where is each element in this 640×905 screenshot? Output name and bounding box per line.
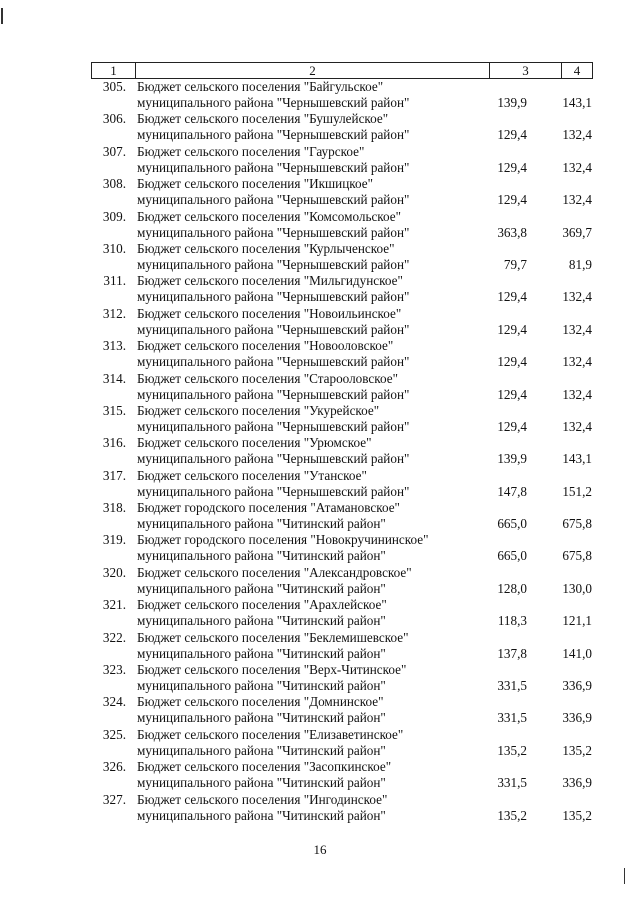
table-row [0, 435, 640, 467]
row-value-col3: 139,9 [497, 451, 527, 467]
row-value-col3: 129,4 [497, 354, 527, 370]
row-value-col3: 129,4 [497, 289, 527, 305]
table-row [0, 306, 640, 338]
row-title-line1: Бюджет сельского поселения "Урюмское" [137, 435, 372, 451]
row-value-col3: 331,5 [497, 678, 527, 694]
table-row [0, 209, 640, 241]
table-row [0, 241, 640, 273]
row-number: 327. [102, 791, 126, 807]
row-value-col3: 118,3 [497, 613, 527, 629]
row-title-line2: муниципального района "Читинский район" [137, 678, 386, 694]
row-title-line1: Бюджет сельского поселения "Мильгидунское" [137, 273, 403, 289]
header-col-1: 1 [92, 63, 136, 78]
row-value-col4: 151,2 [562, 483, 592, 499]
row-value-col4: 143,1 [562, 95, 592, 110]
row-title-line1: Бюджет сельского поселения "Новоильинское" [137, 305, 402, 321]
row-title-line1: Бюджет сельского поселения "Икшицкое" [137, 176, 374, 192]
table-header [91, 62, 593, 79]
table-row [0, 468, 640, 500]
table-row [0, 79, 640, 111]
row-title-line2: муниципального района "Читинский район" [137, 742, 386, 758]
row-value-col3: 129,4 [497, 418, 527, 434]
row-number: 324. [102, 694, 126, 710]
row-value-col4: 132,4 [562, 289, 592, 305]
row-title-line2: муниципального района "Читинский район" [137, 710, 386, 726]
row-value-col4: 369,7 [562, 224, 592, 240]
row-title-line1: Бюджет сельского поселения "Елизаветинское" [137, 726, 404, 742]
row-title-line2: муниципального района "Чернышевский район" [137, 289, 410, 305]
row-value-col4: 81,9 [568, 256, 592, 272]
row-value-col3: 129,4 [497, 192, 527, 208]
table-row [0, 694, 640, 726]
table-row [0, 403, 640, 435]
table-row [0, 759, 640, 791]
row-value-col4: 135,2 [562, 807, 592, 823]
row-value-col4: 132,4 [562, 321, 592, 337]
table-row [0, 565, 640, 597]
row-number: 316. [102, 435, 126, 451]
row-title-line2: муниципального района "Читинский район" [137, 516, 386, 532]
row-title-line1: Бюджет сельского поселения "Засопкинское" [137, 759, 392, 775]
row-title-line1: Бюджет сельского поселения "Александровское" [137, 564, 412, 580]
row-title-line1: Бюджет городского поселения "Новокручининское" [137, 532, 429, 548]
header-col-3: 3 [490, 63, 562, 78]
table-row [0, 597, 640, 629]
row-title-line1: Бюджет сельского поселения "Домнинское" [137, 694, 384, 710]
row-value-col4: 132,4 [562, 354, 592, 370]
row-title-line2: муниципального района "Читинский район" [137, 613, 386, 629]
row-title-line2: муниципального района "Читинский район" [137, 548, 386, 564]
row-value-col3: 331,5 [497, 775, 527, 791]
row-value-col3: 79,7 [503, 256, 527, 272]
row-value-col3: 128,0 [497, 580, 527, 596]
row-number: 308. [102, 176, 126, 192]
row-title-line2: муниципального района "Чернышевский район" [137, 159, 410, 175]
row-title-line1: Бюджет городского поселения "Атамановское" [137, 500, 400, 516]
row-title-line1: Бюджет сельского поселения "Гаурское" [137, 143, 365, 159]
row-title-line2: муниципального района "Читинский район" [137, 645, 386, 661]
row-title-line2: муниципального района "Чернышевский район" [137, 192, 410, 208]
table-row [0, 630, 640, 662]
row-number: 305. [102, 79, 126, 94]
row-value-col3: 129,4 [497, 321, 527, 337]
row-title-line2: муниципального района "Чернышевский район" [137, 451, 410, 467]
row-value-col3: 129,4 [497, 159, 527, 175]
row-title-line2: муниципального района "Чернышевский район" [137, 483, 410, 499]
row-number: 309. [102, 208, 126, 224]
row-title-line2: муниципального района "Чернышевский район" [137, 386, 410, 402]
row-value-col4: 121,1 [562, 613, 592, 629]
row-number: 317. [102, 467, 126, 483]
row-title-line2: муниципального района "Чернышевский район" [137, 95, 410, 110]
table-row [0, 144, 640, 176]
row-title-line1: Бюджет сельского поселения "Верх-Читинское" [137, 662, 407, 678]
row-value-col4: 675,8 [562, 516, 592, 532]
row-value-col4: 141,0 [562, 645, 592, 661]
row-number: 319. [102, 532, 126, 548]
row-value-col3: 139,9 [497, 95, 527, 110]
row-value-col4: 132,4 [562, 192, 592, 208]
row-number: 315. [102, 402, 126, 418]
row-value-col4: 132,4 [562, 127, 592, 143]
row-number: 320. [102, 564, 126, 580]
row-title-line1: Бюджет сельского поселения "Беклемишевское" [137, 629, 409, 645]
row-value-col4: 143,1 [562, 451, 592, 467]
row-value-col4: 135,2 [562, 742, 592, 758]
row-value-col4: 132,4 [562, 386, 592, 402]
row-title-line2: муниципального района "Чернышевский район" [137, 127, 410, 143]
row-title-line2: муниципального района "Чернышевский район" [137, 418, 410, 434]
row-number: 323. [102, 662, 126, 678]
table-row [0, 662, 640, 694]
row-value-col3: 665,0 [497, 548, 527, 564]
row-value-col4: 336,9 [562, 710, 592, 726]
table-row [0, 727, 640, 759]
row-title-line1: Бюджет сельского поселения "Новооловское" [137, 338, 394, 354]
page-number: 16 [313, 842, 327, 857]
row-value-col3: 129,4 [497, 386, 527, 402]
table-row [0, 338, 640, 370]
row-value-col3: 135,2 [497, 742, 527, 758]
row-title-line2: муниципального района "Чернышевский район" [137, 256, 410, 272]
table-row [0, 273, 640, 305]
table-row [0, 532, 640, 564]
table-row [0, 111, 640, 143]
table-row [0, 176, 640, 208]
row-value-col3: 147,8 [497, 483, 527, 499]
row-value-col3: 135,2 [497, 807, 527, 823]
row-title-line2: муниципального района "Читинский район" [137, 775, 386, 791]
scan-mark-right [624, 868, 625, 884]
row-title-line2: муниципального района "Читинский район" [137, 580, 386, 596]
row-title-line2: муниципального района "Читинский район" [137, 807, 386, 823]
row-title-line1: Бюджет сельского поселения "Комсомольское" [137, 208, 402, 224]
row-number: 313. [102, 338, 126, 354]
row-value-col4: 132,4 [562, 159, 592, 175]
row-title-line1: Бюджет сельского поселения "Старооловское" [137, 370, 398, 386]
row-title-line2: муниципального района "Чернышевский район" [137, 354, 410, 370]
row-number: 318. [102, 500, 126, 516]
row-title-line1: Бюджет сельского поселения "Ингодинское" [137, 791, 388, 807]
header-col-4: 4 [573, 63, 581, 78]
row-title-line2: муниципального района "Чернышевский район" [137, 321, 410, 337]
table-row [0, 371, 640, 403]
row-title-line1: Бюджет сельского поселения "Утанское" [137, 467, 367, 483]
row-value-col4: 336,9 [562, 678, 592, 694]
row-title-line1: Бюджет сельского поселения "Укурейское" [137, 402, 380, 418]
row-value-col3: 129,4 [497, 127, 527, 143]
row-title-line2: муниципального района "Чернышевский район" [137, 224, 410, 240]
row-value-col4: 675,8 [562, 548, 592, 564]
row-value-col4: 132,4 [562, 418, 592, 434]
row-title-line1: Бюджет сельского поселения "Бушулейское" [137, 111, 389, 127]
row-title-line1: Бюджет сельского поселения "Байгульское" [137, 79, 384, 94]
row-number: 321. [102, 597, 126, 613]
row-number: 307. [102, 143, 126, 159]
header-col-2: 2 [136, 63, 490, 78]
row-title-line1: Бюджет сельского поселения "Арахлейское" [137, 597, 387, 613]
table-row [0, 500, 640, 532]
row-number: 326. [102, 759, 126, 775]
row-number: 310. [102, 240, 126, 256]
row-value-col4: 336,9 [562, 775, 592, 791]
row-title-line1: Бюджет сельского поселения "Курлыченское" [137, 240, 395, 256]
row-number: 306. [102, 111, 126, 127]
row-number: 325. [102, 726, 126, 742]
row-number: 314. [102, 370, 126, 386]
table-row [0, 792, 640, 824]
row-value-col3: 665,0 [497, 516, 527, 532]
row-value-col3: 331,5 [497, 710, 527, 726]
row-value-col4: 130,0 [562, 580, 592, 596]
row-number: 312. [102, 305, 126, 321]
row-number: 322. [102, 629, 126, 645]
row-value-col3: 137,8 [497, 645, 527, 661]
row-value-col3: 363,8 [497, 224, 527, 240]
table-body [0, 79, 640, 824]
scan-mark-left [1, 8, 3, 24]
row-number: 311. [103, 273, 126, 289]
